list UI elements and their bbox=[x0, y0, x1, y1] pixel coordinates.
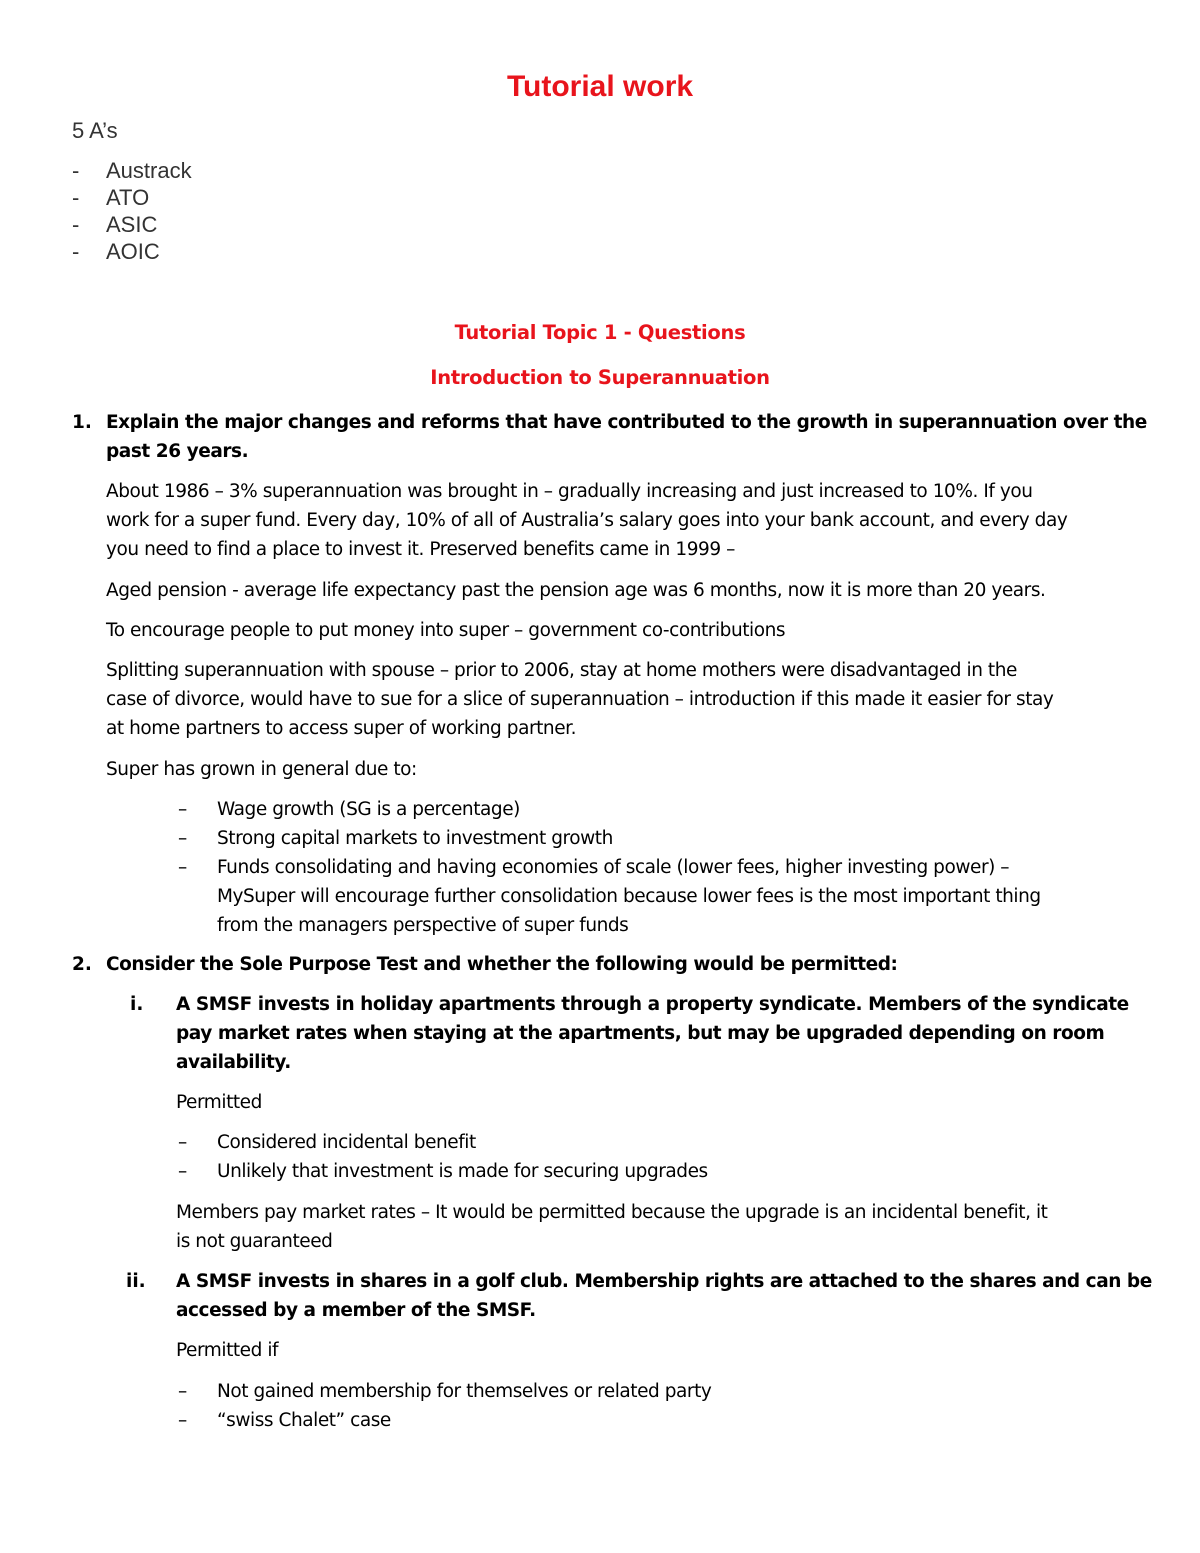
text-line: accessed by a member of the SMSF. bbox=[176, 1300, 536, 1321]
question-line: past 26 years. bbox=[106, 441, 249, 462]
bullet-dash: – bbox=[178, 1381, 188, 1402]
bullet-dash: – bbox=[178, 1161, 188, 1182]
bullet-dash: – bbox=[178, 1410, 188, 1431]
list-item: - Austrack bbox=[72, 157, 192, 184]
text-line: you need to find a place to invest it. Preserved benefits came in 1999 – bbox=[106, 539, 735, 560]
text-line: MySuper will encourage further consolidation because lower fees is the most important thing bbox=[217, 886, 1041, 907]
answer-paragraph: To encourage people to put money into super – government co-contributions bbox=[106, 620, 786, 641]
question-line: Explain the major changes and reforms that have contributed to the growth in superannuation over the bbox=[106, 412, 1147, 433]
text-line: at home partners to access super of working partner. bbox=[106, 718, 577, 739]
text-line: About 1986 – 3% superannuation was brought in – gradually increasing and just increased to 10%. If you bbox=[106, 481, 1033, 502]
five-as-label: 5 A’s bbox=[72, 118, 118, 143]
bullet-dash: – bbox=[178, 1132, 188, 1153]
question-text bbox=[106, 408, 1147, 466]
text-line: availability. bbox=[176, 1052, 291, 1073]
answer-paragraph bbox=[106, 477, 1067, 564]
answer-paragraph bbox=[106, 656, 1053, 743]
question-text: Consider the Sole Purpose Test and whether the following would be permitted: bbox=[106, 954, 898, 975]
verdict-text: Permitted if bbox=[176, 1340, 279, 1361]
text-line: A SMSF invests in shares in a golf club. Membership rights are attached to the shares and can be bbox=[176, 1271, 1152, 1292]
bullet-item: Considered incidental benefit bbox=[217, 1132, 476, 1153]
bullet-item: Unlikely that investment is made for securing upgrades bbox=[217, 1161, 708, 1182]
topic-subtitle: Introduction to Superannuation bbox=[430, 366, 770, 389]
text-line: from the managers perspective of super funds bbox=[217, 915, 629, 936]
verdict-text: Permitted bbox=[176, 1092, 262, 1113]
answer-paragraph bbox=[176, 1198, 1047, 1256]
bullet-dash: – bbox=[178, 828, 188, 849]
text-line: A SMSF invests in holiday apartments through a property syndicate. Members of the syndicate bbox=[176, 994, 1129, 1015]
five-as-list bbox=[72, 157, 192, 265]
sub-question-marker: i. bbox=[130, 994, 144, 1015]
text-line: Members pay market rates – It would be permitted because the upgrade is an incidental benefit, it bbox=[176, 1202, 1048, 1223]
bullet-item: Not gained membership for themselves or related party bbox=[217, 1381, 712, 1402]
text-line: Funds consolidating and having economies of scale (lower fees, higher investing power) – bbox=[217, 857, 1010, 878]
bullet-item: Strong capital markets to investment growth bbox=[217, 828, 613, 849]
topic-title: Tutorial Topic 1 - Questions bbox=[454, 321, 746, 344]
question-number: 1. bbox=[72, 412, 92, 433]
text-line: pay market rates when staying at the apartments, but may be upgraded depending on room bbox=[176, 1023, 1105, 1044]
bullet-item: “swiss Chalet” case bbox=[217, 1410, 391, 1431]
answer-paragraph: Aged pension - average life expectancy past the pension age was 6 months, now it is more than 20 years. bbox=[106, 580, 1046, 601]
answer-paragraph: Super has grown in general due to: bbox=[106, 759, 417, 780]
page-title: Tutorial work bbox=[506, 70, 694, 103]
text-line: Splitting superannuation with spouse – prior to 2006, stay at home mothers were disadvantaged in the bbox=[106, 660, 1017, 681]
text-line: case of divorce, would have to sue for a slice of superannuation – introduction if this made it easier for stay bbox=[106, 689, 1054, 710]
list-item: - AOIC bbox=[72, 238, 192, 265]
question-number: 2. bbox=[72, 954, 92, 975]
text-line: work for a super fund. Every day, 10% of all of Australia’s salary goes into your bank account, and every day bbox=[106, 510, 1068, 531]
bullet-dash: – bbox=[178, 799, 188, 820]
sub-question-text bbox=[176, 1267, 1152, 1325]
sub-question-text bbox=[176, 990, 1129, 1077]
bullet-item: Wage growth (SG is a percentage) bbox=[217, 799, 520, 820]
bullet-dash: – bbox=[178, 857, 188, 878]
sub-question-marker: ii. bbox=[126, 1271, 146, 1292]
bullet-item bbox=[217, 853, 1041, 940]
text-line: is not guaranteed bbox=[176, 1231, 333, 1252]
list-item: - ASIC bbox=[72, 211, 192, 238]
list-item: - ATO bbox=[72, 184, 192, 211]
